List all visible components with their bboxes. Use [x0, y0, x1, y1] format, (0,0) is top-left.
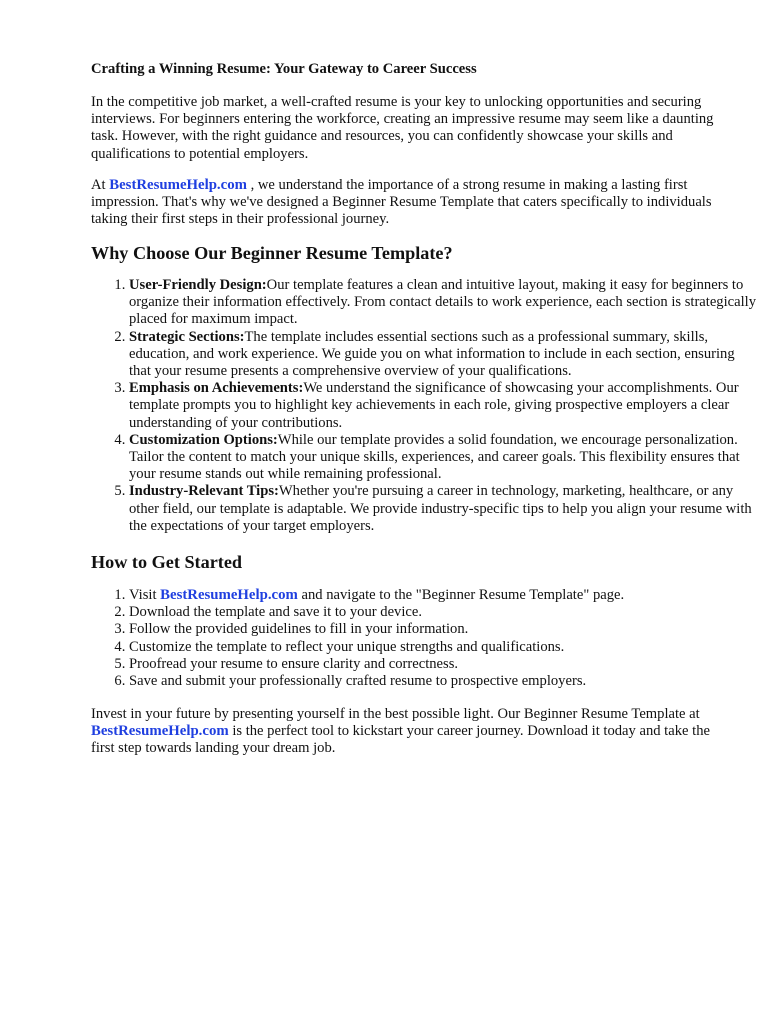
item-text: Whether you're pursuing a career in technology, marketing, healthcare, or any other field, our template is adaptable. We provide industry-specific tips to help you align your resume with the expectations of your target employers.	[129, 483, 752, 534]
document-title: Crafting a Winning Resume: Your Gateway to Career Success	[91, 61, 477, 77]
item-text: While our template provides a solid foundation, we encourage personalization. Tailor the content to match your unique skills, experiences, and career goals. This flexibility ensures that your resume stands out while remaining professional.	[129, 431, 740, 483]
about-prefix: At	[91, 177, 110, 193]
list-item: 5. Proofread your resume to ensure clarity and correctness.	[129, 656, 759, 673]
closing-prefix: Invest in your future by presenting yourself in the best possible light. Our Beginner Resume Template at	[91, 706, 700, 722]
how-heading: How to Get Started	[91, 552, 243, 572]
list-item	[129, 277, 759, 329]
item-text: Our template features a clean and intuitive layout, making it easy for beginners to organize their information effectively. From contact details to work experience, each section is strategically placed for maximum impact.	[129, 277, 757, 328]
about-paragraph	[91, 177, 721, 229]
list-item	[129, 380, 759, 432]
list-item: 2. Download the template and save it to your device.	[129, 604, 759, 621]
step-suffix: and navigate to the "Beginner Resume Template" page.	[297, 587, 625, 603]
how-list	[91, 587, 759, 690]
item-term: Strategic Sections:	[129, 328, 245, 345]
item-text: The template includes essential sections such as a professional summary, skills, education, and work experience. We guide you on what information to include in each section, ensuring that your resume presents a comprehensive overview of your qualifications.	[129, 328, 735, 380]
bestresumehelp-link[interactable]: BestResumeHelp.com	[109, 177, 247, 193]
list-item: 3. Follow the provided guidelines to fill in your information.	[129, 621, 759, 638]
list-item: 6. Save and submit your professionally crafted resume to prospective employers.	[129, 673, 759, 690]
item-term: Customization Options:	[129, 431, 278, 448]
intro-paragraph: In the competitive job market, a well-crafted resume is your key to unlocking opportunities and securing interviews. For beginners entering the workforce, creating an impressive resume may seem like a daunting task. However, with the right guidance and resources, you can confidently showcase your skills and qualifications to potential employers.	[91, 94, 714, 162]
item-text: We understand the significance of showcasing your accomplishments. Our template prompts you to highlight key achievements in each role, giving prospective employers a clear understanding of your contributions.	[129, 380, 739, 431]
why-heading: Why Choose Our Beginner Resume Template?	[91, 243, 453, 263]
closing-paragraph	[91, 706, 721, 758]
closing-suffix: is the perfect tool to kickstart your career journey. Download it today and take the first step towards landing your dream job.	[91, 723, 710, 757]
item-term: Emphasis on Achievements:	[129, 380, 304, 397]
list-item	[129, 432, 759, 484]
list-item	[129, 483, 759, 535]
step-prefix: Visit	[129, 587, 161, 603]
list-item	[129, 587, 759, 604]
about-suffix: , we understand the importance of a strong resume in making a lasting first impression. That's why we've designed a Beginner Resume Template that caters specifically to individuals taking their first steps in their professional journey.	[91, 177, 712, 228]
why-list	[91, 277, 759, 535]
list-item	[129, 329, 759, 381]
bestresumehelp-link[interactable]: BestResumeHelp.com	[91, 723, 229, 740]
item-term: User-Friendly Design:	[129, 277, 267, 293]
item-term: Industry-Relevant Tips:	[129, 483, 279, 500]
list-item: 4. Customize the template to reflect your unique strengths and qualifications.	[129, 639, 759, 656]
bestresumehelp-link[interactable]: BestResumeHelp.com	[160, 587, 298, 603]
